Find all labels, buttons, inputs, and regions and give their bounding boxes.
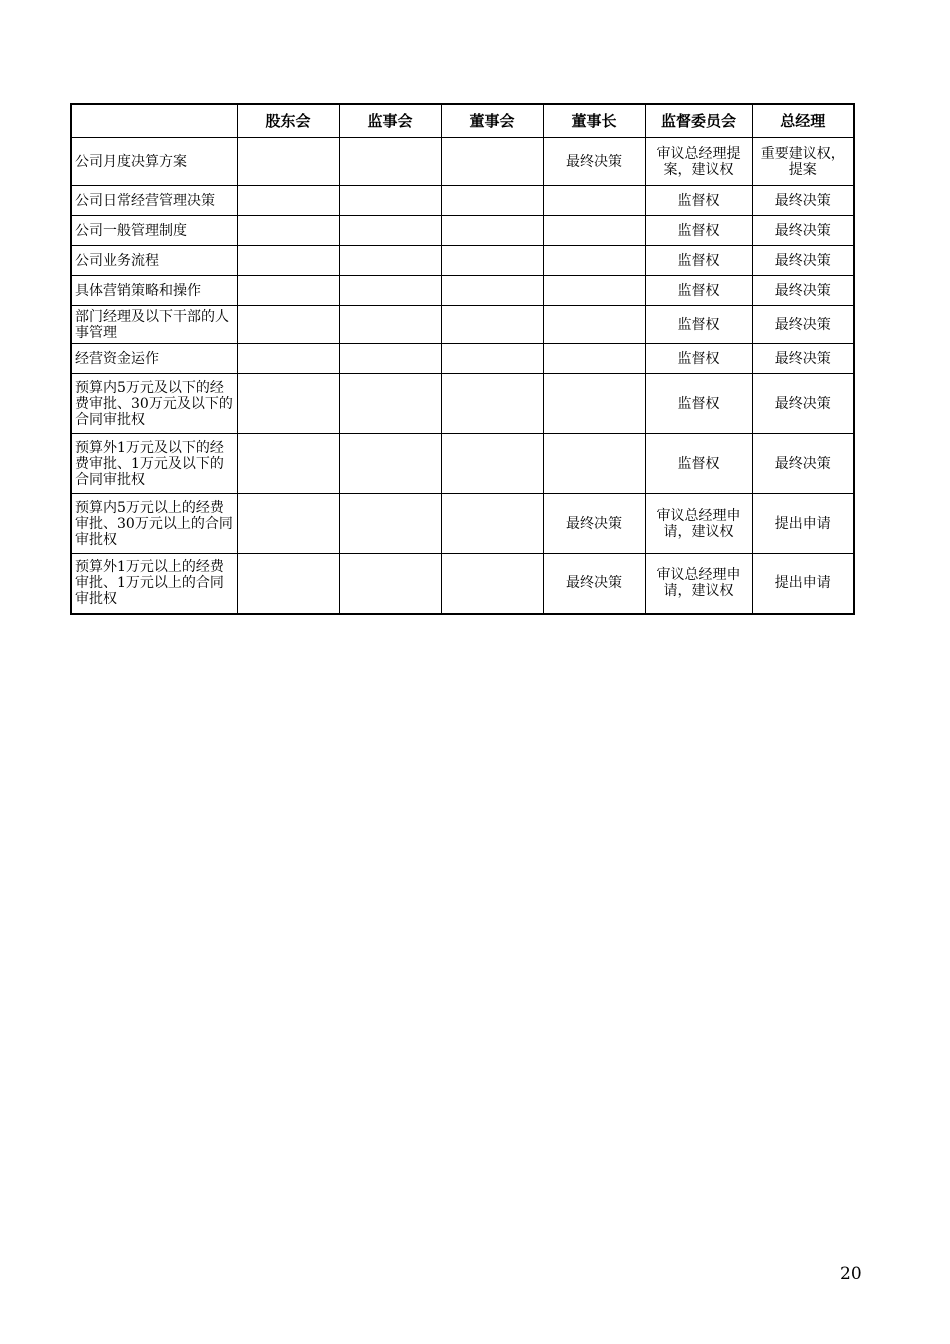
page-number: 20 — [840, 1264, 862, 1284]
table-row — [71, 246, 854, 276]
header-shareholders-meeting: 股东会 — [237, 104, 339, 138]
cell-shareholders-meeting — [237, 374, 339, 434]
cell-oversight-committee: 审议总经理提案，建议权 — [645, 138, 752, 186]
table-row — [71, 344, 854, 374]
cell-board-of-directors — [441, 186, 543, 216]
table-header-row — [71, 104, 854, 138]
table-row — [71, 138, 854, 186]
cell-chairman — [543, 216, 645, 246]
cell-shareholders-meeting — [237, 344, 339, 374]
cell-board-of-directors — [441, 246, 543, 276]
cell-chairman — [543, 344, 645, 374]
cell-oversight-committee: 监督权 — [645, 186, 752, 216]
table-row — [71, 374, 854, 434]
row-item: 预算内5万元及以下的经费审批、30万元及以下的合同审批权 — [71, 374, 237, 434]
cell-chairman: 最终决策 — [543, 138, 645, 186]
cell-oversight-committee: 监督权 — [645, 306, 752, 344]
cell-supervisory-board — [339, 344, 441, 374]
cell-chairman — [543, 434, 645, 494]
cell-shareholders-meeting — [237, 186, 339, 216]
cell-board-of-directors — [441, 434, 543, 494]
cell-board-of-directors — [441, 494, 543, 554]
cell-general-manager: 最终决策 — [752, 344, 854, 374]
cell-shareholders-meeting — [237, 306, 339, 344]
cell-general-manager: 最终决策 — [752, 434, 854, 494]
cell-oversight-committee: 监督权 — [645, 374, 752, 434]
table-row — [71, 276, 854, 306]
row-item: 具体营销策略和操作 — [71, 276, 237, 306]
table-row — [71, 186, 854, 216]
cell-chairman — [543, 246, 645, 276]
cell-board-of-directors — [441, 216, 543, 246]
row-item: 预算外1万元及以下的经费审批、1万元及以下的合同审批权 — [71, 434, 237, 494]
row-item: 公司业务流程 — [71, 246, 237, 276]
table-row — [71, 494, 854, 554]
cell-general-manager: 提出申请 — [752, 554, 854, 614]
cell-supervisory-board — [339, 276, 441, 306]
row-item: 预算内5万元以上的经费审批、30万元以上的合同审批权 — [71, 494, 237, 554]
table-row — [71, 216, 854, 246]
cell-board-of-directors — [441, 344, 543, 374]
cell-general-manager: 最终决策 — [752, 276, 854, 306]
table-row — [71, 306, 854, 344]
cell-supervisory-board — [339, 434, 441, 494]
cell-general-manager: 最终决策 — [752, 306, 854, 344]
cell-supervisory-board — [339, 216, 441, 246]
cell-chairman — [543, 374, 645, 434]
cell-board-of-directors — [441, 554, 543, 614]
cell-general-manager: 最终决策 — [752, 186, 854, 216]
cell-board-of-directors — [441, 138, 543, 186]
header-oversight-committee: 监督委员会 — [645, 104, 752, 138]
cell-oversight-committee: 监督权 — [645, 216, 752, 246]
cell-shareholders-meeting — [237, 216, 339, 246]
header-supervisory-board: 监事会 — [339, 104, 441, 138]
cell-oversight-committee: 审议总经理申请，建议权 — [645, 494, 752, 554]
table-row — [71, 554, 854, 614]
cell-chairman: 最终决策 — [543, 554, 645, 614]
row-item: 公司日常经营管理决策 — [71, 186, 237, 216]
row-item: 预算外1万元以上的经费审批、1万元以上的合同审批权 — [71, 554, 237, 614]
row-item: 经营资金运作 — [71, 344, 237, 374]
cell-shareholders-meeting — [237, 246, 339, 276]
cell-oversight-committee: 监督权 — [645, 344, 752, 374]
cell-shareholders-meeting — [237, 434, 339, 494]
cell-supervisory-board — [339, 494, 441, 554]
header-general-manager: 总经理 — [752, 104, 854, 138]
cell-oversight-committee: 审议总经理申请，建议权 — [645, 554, 752, 614]
table-row — [71, 434, 854, 494]
cell-supervisory-board — [339, 246, 441, 276]
header-corner — [71, 104, 237, 138]
cell-shareholders-meeting — [237, 494, 339, 554]
cell-shareholders-meeting — [237, 554, 339, 614]
authority-matrix-table — [70, 103, 855, 615]
cell-oversight-committee: 监督权 — [645, 246, 752, 276]
cell-supervisory-board — [339, 306, 441, 344]
header-chairman: 董事长 — [543, 104, 645, 138]
cell-shareholders-meeting — [237, 138, 339, 186]
cell-supervisory-board — [339, 138, 441, 186]
cell-supervisory-board — [339, 554, 441, 614]
cell-general-manager: 最终决策 — [752, 374, 854, 434]
cell-general-manager: 重要建议权，提案 — [752, 138, 854, 186]
cell-oversight-committee: 监督权 — [645, 276, 752, 306]
cell-board-of-directors — [441, 306, 543, 344]
row-item: 部门经理及以下干部的人事管理 — [71, 306, 237, 344]
cell-chairman — [543, 276, 645, 306]
cell-chairman — [543, 186, 645, 216]
cell-chairman: 最终决策 — [543, 494, 645, 554]
cell-oversight-committee: 监督权 — [645, 434, 752, 494]
cell-general-manager: 最终决策 — [752, 246, 854, 276]
row-item: 公司月度决算方案 — [71, 138, 237, 186]
cell-chairman — [543, 306, 645, 344]
cell-shareholders-meeting — [237, 276, 339, 306]
row-item: 公司一般管理制度 — [71, 216, 237, 246]
cell-board-of-directors — [441, 374, 543, 434]
cell-general-manager: 提出申请 — [752, 494, 854, 554]
cell-general-manager: 最终决策 — [752, 216, 854, 246]
cell-board-of-directors — [441, 276, 543, 306]
cell-supervisory-board — [339, 186, 441, 216]
header-board-of-directors: 董事会 — [441, 104, 543, 138]
cell-supervisory-board — [339, 374, 441, 434]
